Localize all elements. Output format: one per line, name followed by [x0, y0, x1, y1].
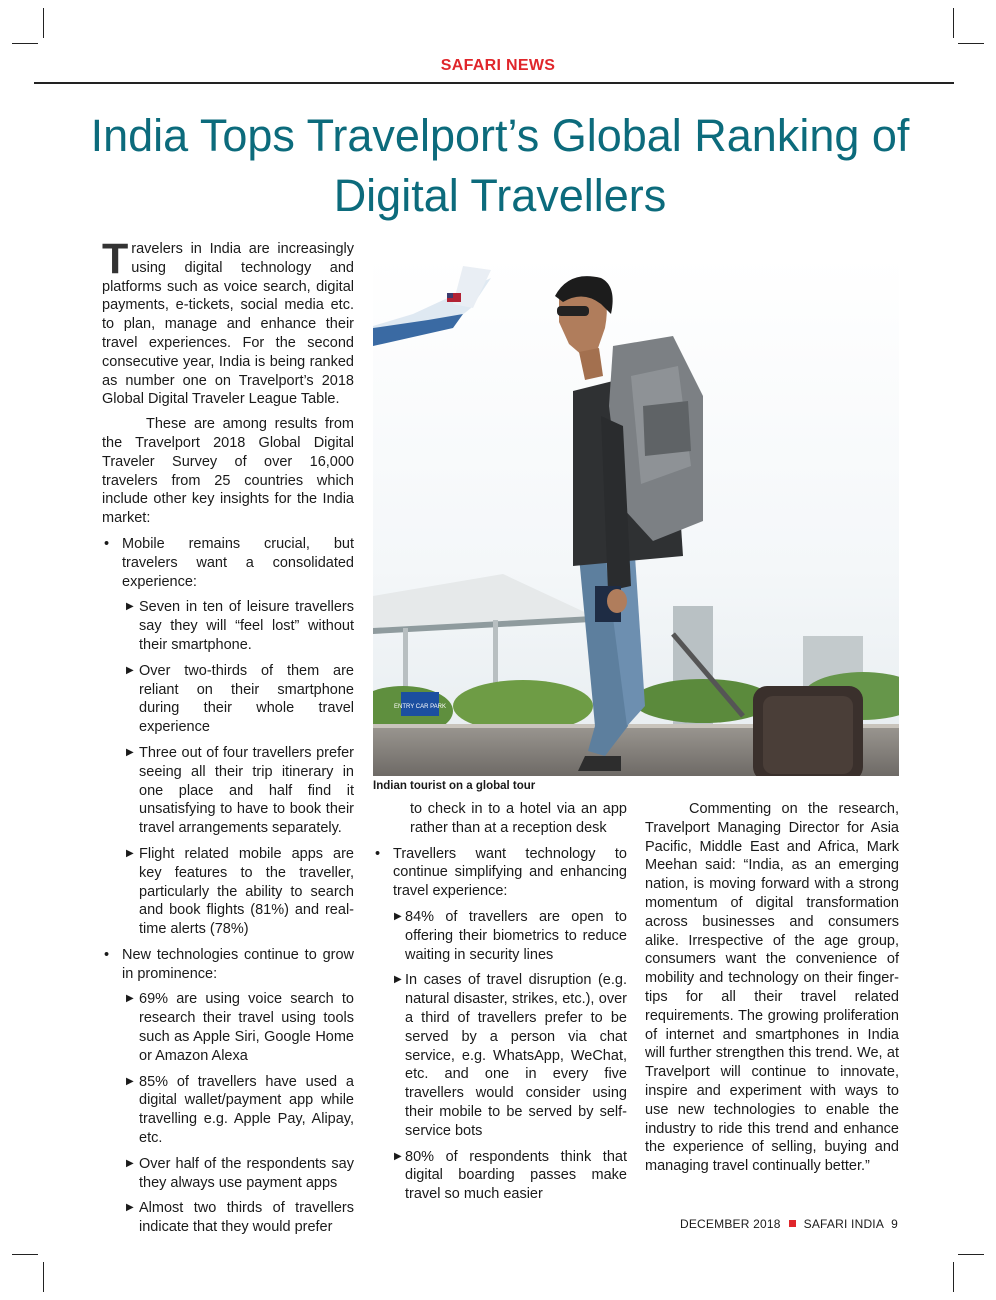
triangle-bullet-icon: ▶ — [126, 847, 134, 859]
bullet-icon: • — [104, 535, 110, 552]
triangle-bullet-icon: ▶ — [126, 746, 134, 758]
sub-bullet-item: ▶ Three out of four travellers prefer seeing all their trip itinerary in one place and half find it unsatisfying to have to book their travel arrangements separately. — [126, 744, 354, 837]
issue-date: DECEMBER 2018 — [679, 1217, 781, 1231]
article-column-3 — [645, 800, 899, 1176]
page-number: 9 — [891, 1217, 898, 1231]
triangle-bullet-icon: ▶ — [394, 1150, 402, 1162]
square-separator-icon — [789, 1220, 796, 1227]
drop-cap: T — [102, 235, 129, 283]
sub-bullet-item: ▶ Flight related mobile apps are key features to the traveller, particularly the ability to search and book flights (81%) and real-time alerts (78%) — [126, 845, 354, 938]
photo-caption: Indian tourist on a global tour — [373, 780, 536, 792]
bullet-icon: • — [375, 845, 381, 862]
article-column-2 — [373, 800, 627, 1204]
bullet-item: • New technologies continue to grow in prominence: — [104, 946, 354, 982]
publication-name: SAFARI INDIA — [803, 1217, 885, 1231]
bullet-item: • Mobile remains crucial, but travelers want a consolidated experience: — [104, 535, 354, 590]
intro-paragraph: Travelers in India are increasingly using digital technology and platforms such as voice search, digital payments, e-tickets, social media etc. to plan, manage and enhance their travel experiences. For the second consecutive year, India is being ranked as number one on Travelport’s 2018 Global Digital Traveler League Table. — [102, 235, 354, 408]
sub-bullet-item: ▶ Over two-thirds of them are reliant on their smartphone during their whole travel experience — [126, 662, 354, 736]
headline: India Tops Travelport’s Global Ranking of Digital Travellers — [90, 110, 910, 221]
continued-text: to check in to a hotel via an app rather than at a reception desk — [410, 801, 627, 836]
triangle-bullet-icon: ▶ — [394, 974, 402, 986]
triangle-bullet-icon: ▶ — [126, 1075, 134, 1087]
page-footer — [680, 1217, 898, 1231]
sub-bullet-item: ▶ 69% are using voice search to research their travel using tools such as Apple Siri, Google Home or Amazon Alexa — [126, 991, 354, 1064]
bullet-item: • Travellers want technology to continue simplifying and enhancing travel experience: — [375, 845, 627, 900]
photo-sign-text: ENTRY CAR PARK — [393, 704, 447, 710]
sub-bullet-item: ▶ In cases of travel disruption (e.g. natural disaster, strikes, etc.), over a third of travellers prefer to be served by a person via chat service, e.g. WhatsApp, WeChat, etc. and one in every five travellers would consider using their mobile to be served by self-service bots — [394, 972, 627, 1139]
triangle-bullet-icon: ▶ — [126, 993, 134, 1005]
sub-bullet-item: ▶ Over half of the respondents say they always use payment apps — [126, 1155, 354, 1191]
section-label: SAFARI NEWS — [440, 57, 556, 74]
triangle-bullet-icon: ▶ — [394, 910, 402, 922]
sub-bullet-item: ▶ 84% of travellers are open to offering their biometrics to reduce waiting in security lines — [394, 908, 627, 963]
triangle-bullet-icon: ▶ — [126, 1157, 134, 1169]
header-rule — [34, 82, 954, 84]
triangle-bullet-icon: ▶ — [126, 601, 134, 613]
triangle-bullet-icon: ▶ — [126, 1202, 134, 1214]
quote-paragraph: Commenting on the research, Travelport Managing Director for Asia Pacific, Middle East and Africa, Mark Meehan said: “India, as an emerging nation, is moving forward with a strong momentum of digital transformation across businesses and consumers alike. Irrespective of the age group, consumers want the convenience of mobility and technology on their finger-tips for all their travel related requirements. The growing proliferation of internet and smartphones in India will further strengthen this trend. We, at Travelport will continue to innovate, inspire and experiment with ways to use new technologies to enable the industry to ride this trend and enhance the experience of selling, buying and managing travel continually better.” — [645, 801, 899, 1175]
triangle-bullet-icon: ▶ — [126, 664, 134, 676]
sub-bullet-item: ▶ 85% of travellers have used a digital wallet/payment app while travelling e.g. Apple Pay, Alipay, etc. — [126, 1073, 354, 1147]
paragraph: These are among results from the Travelport 2018 Global Digital Traveler Survey of over 16,000 travelers from 25 countries which include other key insights for the India market: — [102, 416, 354, 527]
sub-bullet-item: ▶ 80% of respondents think that digital boarding passes make travel so much easier — [394, 1148, 627, 1203]
sub-bullet-item: ▶ Almost two thirds of travellers indicate that they would prefer — [126, 1200, 354, 1236]
article-photo — [373, 256, 899, 776]
bullet-icon: • — [104, 946, 110, 963]
article-column-1 — [102, 235, 354, 1237]
sub-bullet-item: ▶ Seven in ten of leisure travellers say they will “feel lost” without their smartphone. — [126, 599, 354, 653]
